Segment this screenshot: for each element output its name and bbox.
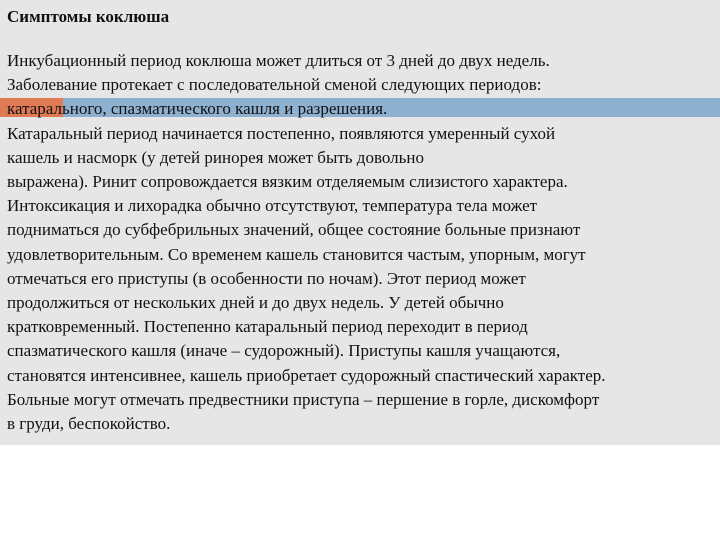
text-line: продолжиться от нескольких дней и до двух недель. У детей обычно xyxy=(7,293,504,313)
text-line: выражена). Ринит сопровождается вязким отделяемым слизистого характера. xyxy=(7,172,568,192)
text-line: Катаральный период начинается постепенно, появляются умеренный сухой xyxy=(7,123,556,143)
text-line: кратковременный. Постепенно катаральный период переходит в период xyxy=(7,317,528,337)
text-line: подниматься до субфебрильных значений, общее состояние больные признают xyxy=(7,220,581,240)
text-line: удовлетворительным. Со временем кашель становится частым, упорным, могут xyxy=(7,244,586,264)
slide-content xyxy=(7,0,715,436)
text-line: Заболевание протекает с последовательной сменой следующих периодов: xyxy=(7,75,542,95)
text-line: становятся интенсивнее, кашель приобретает судорожный спастический характер. xyxy=(7,365,606,385)
text-line: катарального, спазматического кашля и разрешения. xyxy=(7,99,388,119)
text-line: Инкубационный период коклюша может длиться от 3 дней до двух недель. xyxy=(7,51,550,70)
text-line: Больные могут отмечать предвестники приступа – першение в горле, дискомфорт xyxy=(7,389,600,409)
text-line: в груди, беспокойство. xyxy=(7,414,171,434)
text-line: отмечаться его приступы (в особенности по ночам). Этот период может xyxy=(7,268,526,288)
text-line: спазматического кашля (иначе – судорожный). Приступы кашля учащаются, xyxy=(7,341,561,361)
text-line: Интоксикация и лихорадка обычно отсутствуют, температура тела может xyxy=(7,196,538,216)
slide-title: Симптомы коклюша xyxy=(7,7,170,26)
body-text xyxy=(7,49,715,436)
text-line: кашель и насморк (у детей ринорея может быть довольно xyxy=(7,147,424,167)
